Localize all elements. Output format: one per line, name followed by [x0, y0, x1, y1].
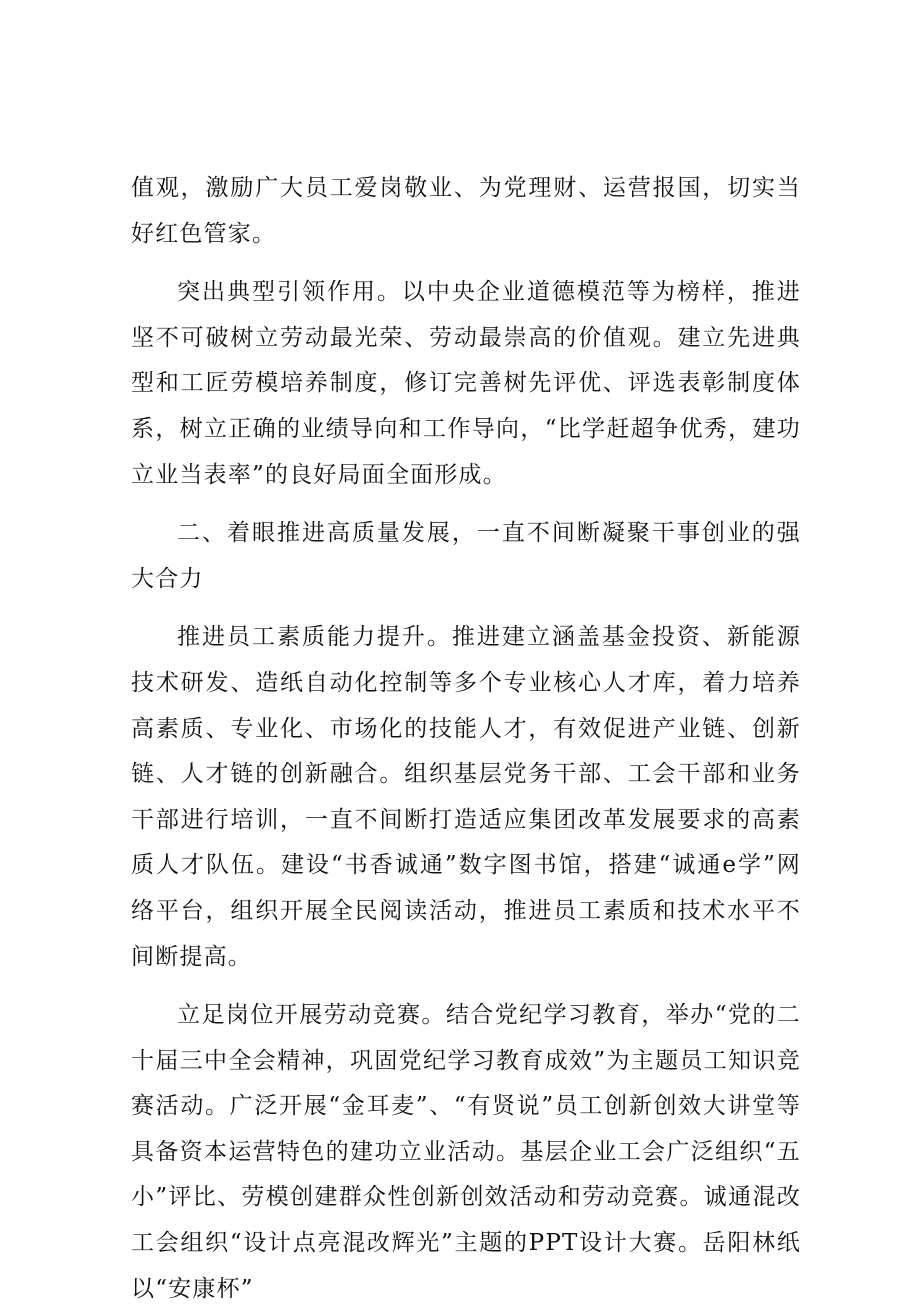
paragraph-2: 突出典型引领作用。以中央企业道德模范等为榜样，推进坚不可破树立劳动最光荣、劳动最崇高的价值观。建立先进典型和工匠劳模培养制度，修订完善树先评优、评选表彰制度体系，树立正确的业绩导向和工作导向，“比学赶超争优秀，建功立业当表率”的良好局面全面形成。	[131, 279, 801, 488]
paragraph-4: 推进员工素质能力提升。推进建立涵盖基金投资、新能源技术研发、造纸自动化控制等多个专业核心人才库，着力培养高素质、专业化、市场化的技能人才，有效促进产业链、创新链、人才链的创新融合。组织基层党务干部、工会干部和业务干部进行培训，一直不间断打造适应集团改革发展要求的高素质人才队伍。建设“书香诚通”数字图书馆，搭建“诚通e学”网络平台，组织开展全民阅读活动，推进员工素质和技术水平不间断提高。	[131, 624, 801, 970]
paragraph-gap	[131, 980, 801, 993]
paragraph-5: 立足岗位开展劳动竞赛。结合党纪学习教育，举办“党的二十届三中全会精神，巩固党纪学习教育成效”为主题员工知识竞赛活动。广泛开展“金耳麦”、“有贤说”员工创新创效大讲堂等具备资本运营特色的建功立业活动。基层企业工会广泛组织“五小”评比、劳模创建群众性创新创效活动和劳动竞赛。诚通混改工会组织“设计点亮混改辉光”主题的PPT设计大赛。岳阳林纸以“安康杯”	[131, 1002, 801, 1302]
paragraph-gap	[131, 257, 801, 270]
document-body	[131, 166, 801, 1312]
paragraph-1: 值观，激励广大员工爱岗敬业、为党理财、运营报国，切实当好红色管家。	[131, 175, 801, 247]
paragraph-gap	[131, 498, 801, 511]
paragraph-gap	[131, 602, 801, 615]
section-heading: 二、着眼推进高质量发展，一直不间断凝聚干事创业的强大合力	[131, 520, 801, 592]
